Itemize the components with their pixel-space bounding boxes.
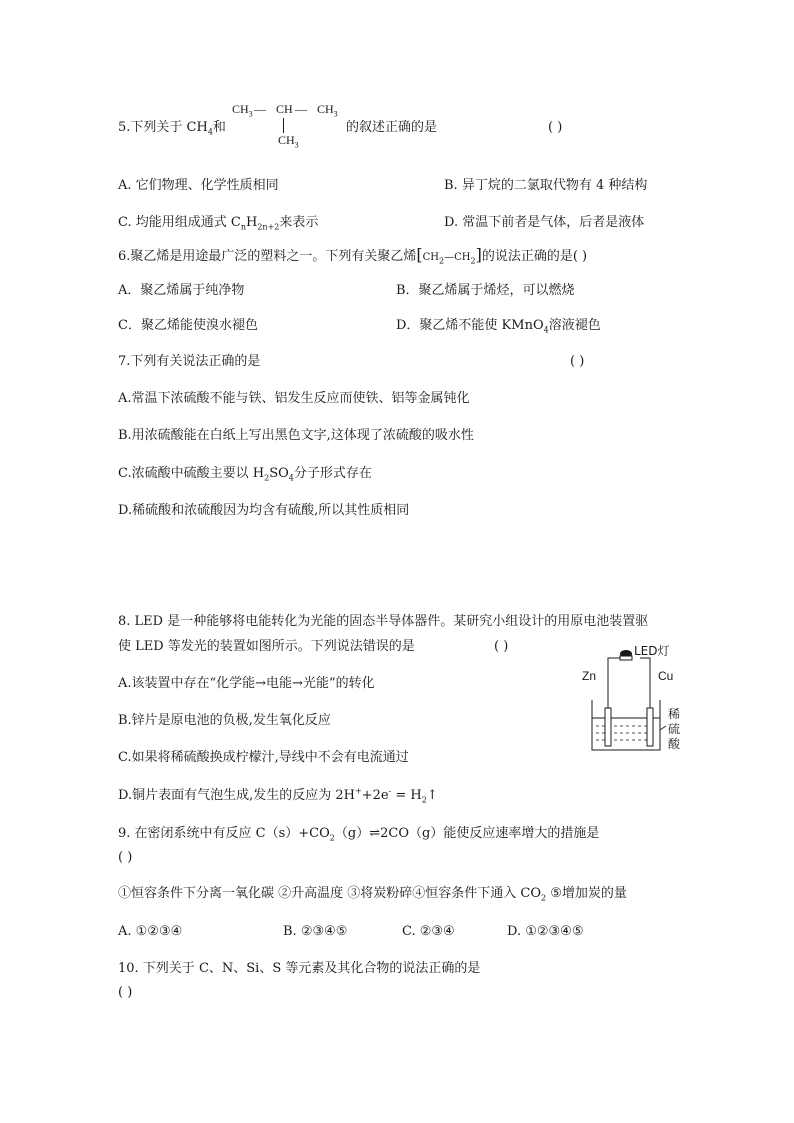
q5-stem-end: 的叙述正确的是 bbox=[346, 120, 438, 135]
q7-option-d: D.稀硫酸和浓硫酸因为均含有硫酸,所以其性质相同 bbox=[118, 503, 410, 518]
q5-stem: 5.下列关于 $CH_4$和 bbox=[118, 120, 226, 137]
q10-stem: 10. 下列关于 C、N、Si、S 等元素及其化合物的说法正确的是 bbox=[118, 961, 481, 976]
q9-option-c: C. ②③④ bbox=[402, 924, 455, 939]
q5-option-b: B. 异丁烷的二氯取代物有 4 种结构 bbox=[444, 178, 648, 193]
q8-answer-blank: ( ) bbox=[494, 639, 509, 654]
q9-option-a: A. ①②③④ bbox=[118, 924, 183, 939]
q8-option-a: A.该装置中存在“化学能→电能→光能”的转化 bbox=[118, 676, 375, 691]
galvanic-cell-figure bbox=[576, 640, 686, 758]
q5-option-a: A. 它们物理、化学性质相同 bbox=[118, 178, 279, 193]
q9-measures: ①恒容条件下分离一氧化碳 ②升高温度 ③将炭粉碎④恒容条件下通入 $CO_2$ ⑤增加炭的量 bbox=[118, 886, 627, 903]
led-label: LED灯 bbox=[634, 644, 670, 658]
q10-answer-blank: ( ) bbox=[118, 985, 133, 1000]
q9-stem: 9. 在密闭系统中有反应 $C(s)+CO_2(g)\rightleftharpoons 2CO(g)$能使反应速率增大的措施是 bbox=[118, 826, 600, 843]
q8-stem-line2: 使 LED 等发光的装置如图所示。下列说法错误的是 bbox=[118, 639, 415, 654]
q7-option-b: B.用浓硫酸能在白纸上写出黑色文字,这体现了浓硫酸的吸水性 bbox=[118, 428, 474, 443]
q9-answer-blank: ( ) bbox=[118, 850, 133, 865]
copper-label: Cu bbox=[658, 669, 674, 683]
acid-label-1: 稀 bbox=[668, 707, 681, 721]
zinc-label: Zn bbox=[582, 669, 597, 683]
q5-answer-blank: ( ) bbox=[548, 120, 563, 135]
q6-option-d: D．聚乙烯不能使 KMnO$_4$溶液褪色 bbox=[396, 318, 601, 335]
q5-option-c: C. 均能用组成通式 $C_nH_{2n+2}$来表示 bbox=[118, 215, 319, 232]
acid-label-3: 酸 bbox=[668, 737, 681, 751]
q6-option-b: B．聚乙烯属于烯烃，可以燃烧 bbox=[396, 283, 575, 298]
isobutane-structure: $CH_3$ — CH — $CH_3$ $CH_3$ bbox=[232, 102, 338, 150]
acid-label-2: 硫 bbox=[668, 722, 681, 736]
q6-option-a: A．聚乙烯属于纯净物 bbox=[118, 283, 245, 298]
q6-stem: 6.聚乙烯是用途最广泛的塑料之一。下列有关聚乙烯$[CH_2—CH_2]$的说法正确的是( ) bbox=[118, 245, 588, 266]
q7-option-c: C.浓硫酸中硫酸主要以 $H_2SO_4$分子形式存在 bbox=[118, 466, 372, 483]
q7-stem: 7.下列有关说法正确的是 bbox=[118, 354, 261, 369]
q8-option-c: C.如果将稀硫酸换成柠檬汁,导线中不会有电流通过 bbox=[118, 750, 409, 765]
q9-option-d: D. ①②③④⑤ bbox=[507, 924, 584, 939]
q8-option-d: D.铜片表面有气泡生成,发生的反应为 $2H^++2e^- = H_2↑$ bbox=[118, 786, 438, 805]
q9-option-b: B. ②③④⑤ bbox=[283, 924, 348, 939]
q8-option-b: B.锌片是原电池的负极,发生氧化反应 bbox=[118, 713, 331, 728]
q5-option-d: D. 常温下前者是气体，后者是液体 bbox=[444, 215, 645, 230]
q8-stem-line1: 8. LED 是一种能够将电能转化为光能的固态半导体器件。某研究小组设计的用原电池装置驱 bbox=[118, 614, 649, 629]
q7-option-a: A.常温下浓硫酸不能与铁、铝发生反应而使铁、铝等金属钝化 bbox=[118, 391, 470, 406]
q6-option-c: C．聚乙烯能使溴水褪色 bbox=[118, 318, 258, 333]
q7-answer-blank: ( ) bbox=[570, 354, 585, 369]
